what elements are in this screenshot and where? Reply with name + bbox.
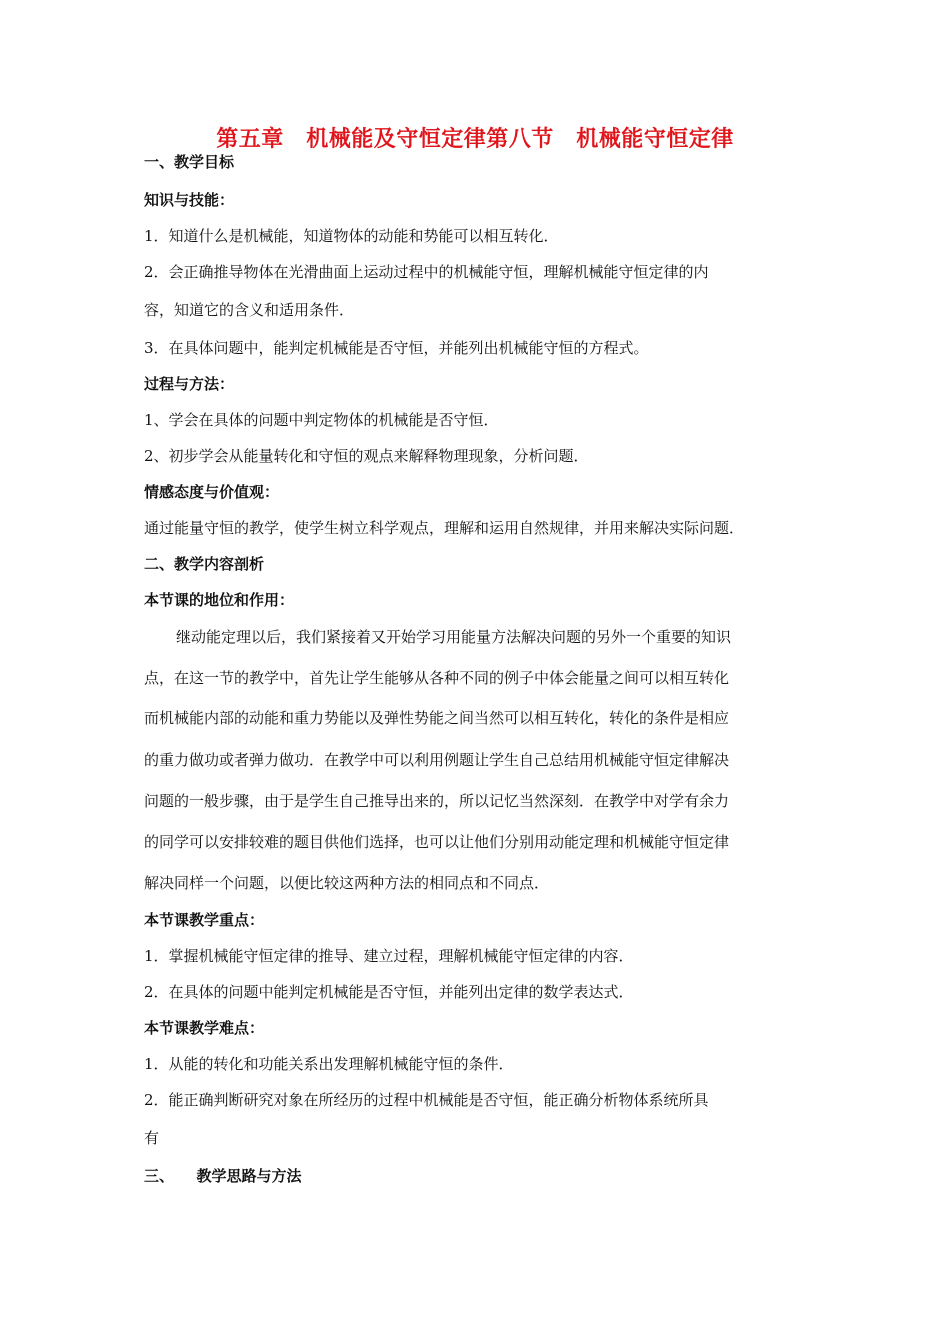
subheading-role: 本节课的地位和作用： [144,591,295,609]
paragraph-line: 而机械能内部的动能和重力势能以及弹性势能之间当然可以相互转化，转化的条件是相应 [144,709,730,727]
paragraph-line: 点，在这一节的教学中，首先让学生能够从各种不同的例子中体会能量之间可以相互转化 [144,669,730,687]
paragraph-line: 3．在具体问题中，能判定机械能是否守恒，并能列出机械能守恒的方程式。 [144,339,649,357]
paragraph-line: 1、学会在具体的问题中判定物体的机械能是否守恒． [144,411,499,429]
paragraph-line: 的重力做功或者弹力做功．在教学中可以利用例题让学生自己总结用机械能守恒定律解决 [144,751,730,769]
paragraph-line: 2．在具体的问题中能判定机械能是否守恒，并能列出定律的数学表达式． [144,983,634,1001]
subheading-key-points: 本节课教学重点： [144,911,265,929]
section-heading-1: 一、教学目标 [144,153,235,171]
subheading-process: 过程与方法： [144,375,235,393]
section-heading-3: 三、 教学思路与方法 [144,1167,302,1185]
paragraph-line: 通过能量守恒的教学，使学生树立科学观点，理解和运用自然规律，并用来解决实际问题． [144,519,745,537]
paragraph-line: 问题的一般步骤，由于是学生自己推导出来的，所以记忆当然深刻．在教学中对学有余力 [144,792,730,810]
page-title: 第五章 机械能及守恒定律第八节 机械能守恒定律 [216,126,734,152]
paragraph-line: 1．知道什么是机械能，知道物体的动能和势能可以相互转化． [144,227,559,245]
subheading-attitude: 情感态度与价值观： [144,483,280,501]
paragraph-line: 继动能定理以后，我们紧接着又开始学习用能量方法解决问题的另外一个重要的知识 [176,628,732,646]
paragraph-line: 2．能正确判断研究对象在所经历的过程中机械能是否守恒，能正确分析物体系统所具 [144,1091,709,1109]
paragraph-line: 有 [144,1129,160,1147]
subheading-knowledge: 知识与技能： [144,191,235,209]
paragraph-line: 2、初步学会从能量转化和守恒的观点来解释物理现象，分析问题． [144,447,589,465]
section-heading-2: 二、教学内容剖析 [144,555,265,573]
paragraph-line: 2．会正确推导物体在光滑曲面上运动过程中的机械能守恒，理解机械能守恒定律的内 [144,263,709,281]
paragraph-line: 1．掌握机械能守恒定律的推导、建立过程，理解机械能守恒定律的内容． [144,947,634,965]
paragraph-line: 的同学可以安排较难的题目供他们选择，也可以让他们分别用动能定理和机械能守恒定律 [144,833,730,851]
subheading-difficulties: 本节课教学难点： [144,1019,265,1037]
paragraph-line: 解决同样一个问题，以便比较这两种方法的相同点和不同点． [144,874,550,892]
paragraph-line: 1．从能的转化和功能关系出发理解机械能守恒的条件． [144,1055,514,1073]
paragraph-line: 容，知道它的含义和适用条件． [144,301,355,319]
